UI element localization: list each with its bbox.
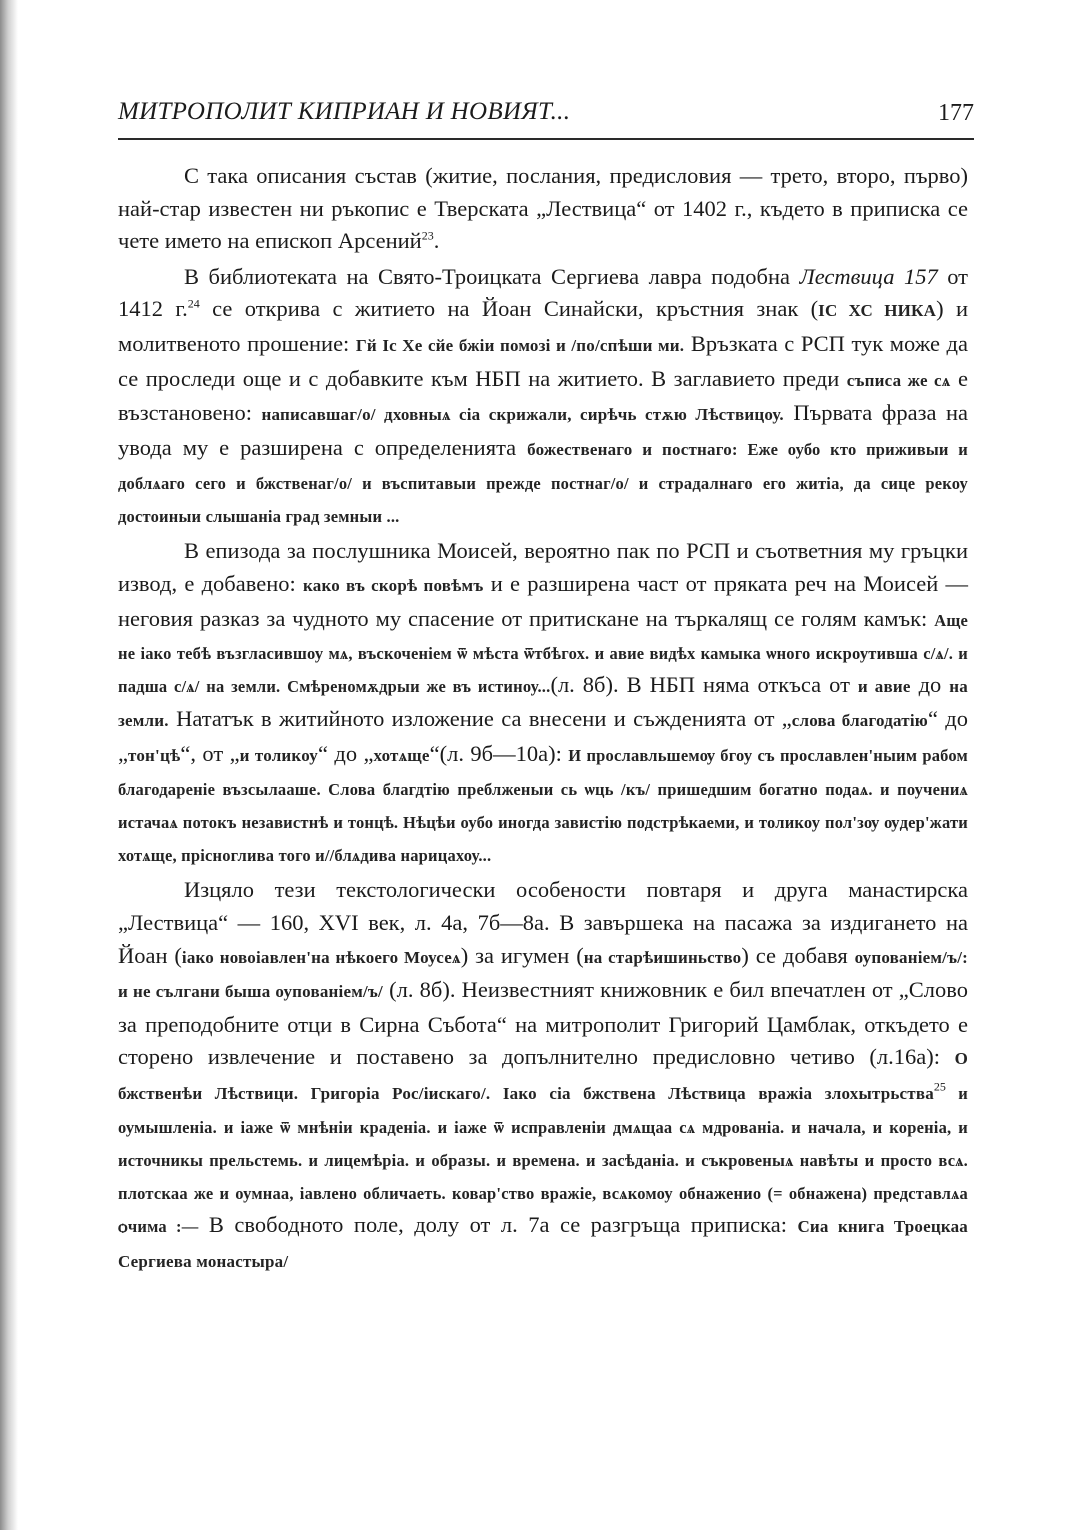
- text-run: (л. 8б). Неизвестният книжовник е бил впечатлен от „Слово за преподобните отци в Сирна Събота“ на митрополит Григорий Цамблак, откъдето е сторено извлечение и поставено за допълнително предисловно четиво (л.16а):: [118, 977, 969, 1070]
- text-run: Изцяло тези текстологически особености повтаря и друга манастирска „Лествица“ — 160, XVI век, л. 4а, 7б—8а. В завършека на пасажа за издигането на Йоан (: [118, 877, 968, 968]
- old-slavonic-quote: съписа же сѧ: [846, 370, 951, 390]
- text-run: .: [433, 228, 440, 254]
- text-run: Първата фраза на увода му е разширена с определенията: [118, 400, 968, 460]
- old-slavonic-quote: оупованіем/ъ/: и не сългани быша оупованіем/ъ/: [118, 947, 968, 1002]
- old-slavonic-quote: написавшаг/о/ дховныѧ сіа скрижали, сирѣчь стѫю Лѣствицоу.: [261, 405, 784, 425]
- old-slavonic-quote: Аще не іако тебѣ възгласившоу мѧ, въскоченіем ѿ мѣста ѿтбѣгох. и авие видѣх камыка ѡного искроутивша с/ѧ/. и падша с/ѧ/ на земли. Смѣреномѫдрыи же въ истиноу...: [118, 610, 968, 696]
- text-run: В епизода за послушника Моисей, вероятно пак по РСП и съответния му гръцки извод, е добавено:: [118, 538, 968, 596]
- paragraph-4: [118, 874, 968, 1278]
- book-gutter-shadow: [0, 0, 18, 1530]
- text-run: до: [910, 671, 950, 697]
- text-run: Връзката с РСП тук може да се проследи още и с добавките към НБП на житието. В заглавието преди: [118, 330, 968, 391]
- old-slavonic-quote: Еже оубо кто приживыи и доблѧаго сего и бжственаг/о/ и въспитавыи прежде постнаг/о/ и страдалнаго его житіа, да сице рекоу достоиныи слышаніа град земныи ...: [118, 439, 968, 527]
- old-slavonic-quote: и толикоу: [239, 745, 318, 765]
- old-slavonic-quote: тон'цѣ: [128, 745, 181, 765]
- text-run: ) се добавя: [741, 942, 855, 968]
- footnote-ref-23: 23: [421, 228, 434, 243]
- text-run: ) и молитвеното прошение:: [118, 296, 968, 356]
- text-run: В свободното поле, долу от л. 7а се разгръща приписка:: [198, 1212, 798, 1238]
- running-title: МИТРОПОЛИТ КИПРИАН И НОВИЯТ...: [118, 98, 571, 125]
- footnote-ref-25: 25: [933, 1079, 946, 1094]
- old-slavonic-quote: на старѣишиньство: [583, 947, 742, 967]
- old-slavonic-quote: О бжственѣи Лѣствици. Григоріа Рос/іискаго/. Іако сіа бжствена Лѣствица вражіа злохытрьства: [118, 1049, 968, 1103]
- text-run: “ до „: [118, 706, 969, 766]
- footnote-ref-24: 24: [187, 296, 200, 311]
- paragraph-3: [118, 535, 968, 871]
- manuscript-title: Лествица 157: [799, 263, 938, 289]
- old-slavonic-quote: Гй Іс Хе сйе бжіи помозі и /по/спѣши ми.: [355, 335, 685, 355]
- old-slavonic-quote: ІС ХС НИКА: [818, 301, 937, 321]
- text-run: и е разширена част от пряката реч на Моисей — неговия разказ за чудното му спасение от притискане на търкалящ се голям камък:: [118, 570, 969, 631]
- text-run: Нататък в житийното изложение са внесени и съжденията от „: [168, 706, 792, 732]
- text-run: от 1412 г.: [118, 263, 968, 322]
- text-run: В библиотеката на Свято-Троицката Сергиева лавра подобна: [184, 263, 800, 289]
- text-run: “ до „: [317, 740, 374, 766]
- paragraph-2: [118, 261, 968, 533]
- page-number: 177: [938, 100, 974, 126]
- old-slavonic-quote: како въ скорѣ повѣмъ: [303, 575, 484, 595]
- text-run: “, от „: [180, 740, 240, 766]
- paragraph-1: [118, 160, 968, 258]
- old-slavonic-quote: и авие: [857, 676, 911, 696]
- text-run: ) за игумен (: [460, 942, 584, 968]
- text-run: С така описания състав (житие, послания, предисловия — трето, второ, първо) най-стар известен ни ръкопис е Тверската „Лествица“ от 1402 г., където в приписка се чете името на епископ Арсений: [118, 163, 968, 254]
- text-run: се открива с житието на Йоан Синайски, кръстния знак (: [199, 296, 819, 322]
- old-slavonic-quote: божественаго и постнаго:: [527, 439, 738, 459]
- old-slavonic-quote: хотѧще: [373, 745, 430, 765]
- text-run: (л. 8б). В НБП няма откъса от: [550, 671, 858, 697]
- text-run: е възстановено:: [118, 365, 968, 426]
- body-text: [118, 160, 968, 1282]
- text-run: “(л. 9б—10а):: [429, 740, 569, 766]
- old-slavonic-quote: и оумышленіа. и іаже ѿ мнѣніи краденіа. и іаже ѿ исправленіи дмѧщаа сѧ мдрованіа. и начала, и кореніа, и источникы прельстемь. и лицемѣріа. и образы. и времена. и засѣданіа. и съкровеныѧ навѣты и просто всѧ. плотскаа же и оумнаа, іавлено обличаеть. ковар'ство вражіе, всѧкомоу обнаженио (= обнажена) представлѧа ѻчима :—: [118, 1083, 968, 1237]
- old-slavonic-quote: слова благодатію: [791, 711, 928, 731]
- old-slavonic-quote: на земли.: [118, 676, 968, 731]
- old-slavonic-quote: Сиа книга Троецкаа Сергиева монастыра/: [118, 1217, 968, 1272]
- old-slavonic-quote: іако новоіавлен'на нѣкоего Моусеѧ: [181, 947, 461, 967]
- page-header: [118, 98, 974, 140]
- old-slavonic-quote: И прославльшемѹ бгоу съ прославлен'ныим рабом благодареніе възсылааше. Слова благдтію преблженыи сь ѡць /къ/ пришедшим богатно подаѧ. и поучениѧ истачаѧ потокъ независтнѣ и тонцѣ. Нѣцѣи оубо иногда завистію подстрѣкаеми, и толикоу пол'зѹ ѹдер'жати хотѧще, прісноглива того и//блѧдива нарицахоу...: [118, 745, 968, 866]
